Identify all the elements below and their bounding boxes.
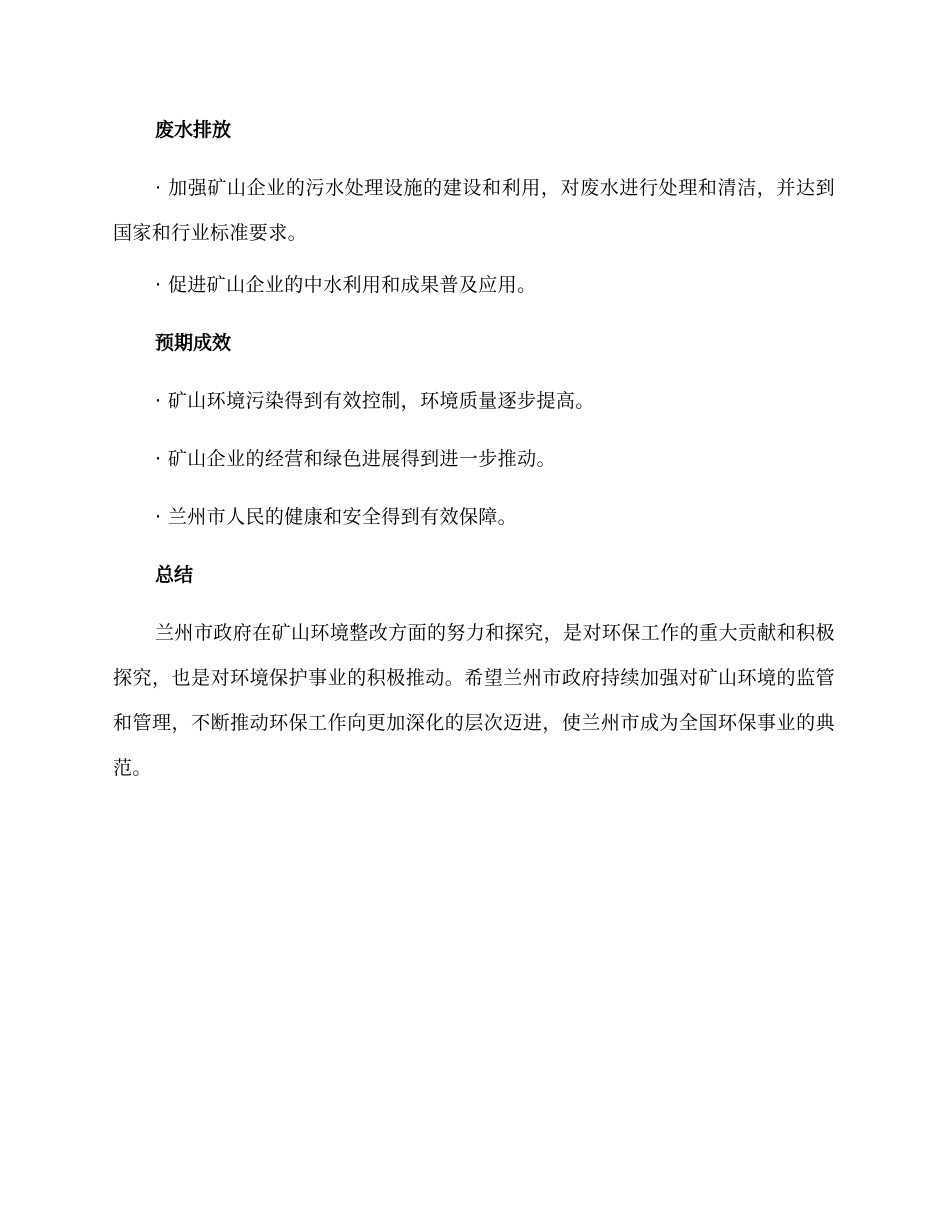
- section-heading-summary: 总结: [155, 564, 194, 586]
- section-heading-wastewater: 废水排放: [155, 119, 232, 141]
- paragraph-public-safety: · 兰州市人民的健康和安全得到有效保障。: [155, 506, 518, 528]
- paragraph-water-reuse: · 促进矿山企业的中水利用和成果普及应用。: [155, 274, 537, 296]
- document-body: [113, 0, 835, 791]
- paragraph-green-progress: · 矿山企业的经营和绿色进展得到进一步推动。: [155, 448, 556, 470]
- section-heading-expected-results: 预期成效: [155, 332, 232, 354]
- paragraph-wastewater-treatment: · 加强矿山企业的污水处理设施的建设和利用，对废水进行处理和清洁，并达到国家和行业标准要求。: [113, 177, 835, 244]
- paragraph-pollution-control: · 矿山环境污染得到有效控制，环境质量逐步提高。: [155, 390, 595, 412]
- paragraph-summary: 兰州市政府在矿山环境整改方面的努力和探究，是对环保工作的重大贡献和积极探究，也是对环境保护事业的积极推动。希望兰州市政府持续加强对矿山环境的监管和管理，不断推动环保工作向更加深化的层次迈进，使兰州市成为全国环保事业的典范。: [113, 622, 835, 779]
